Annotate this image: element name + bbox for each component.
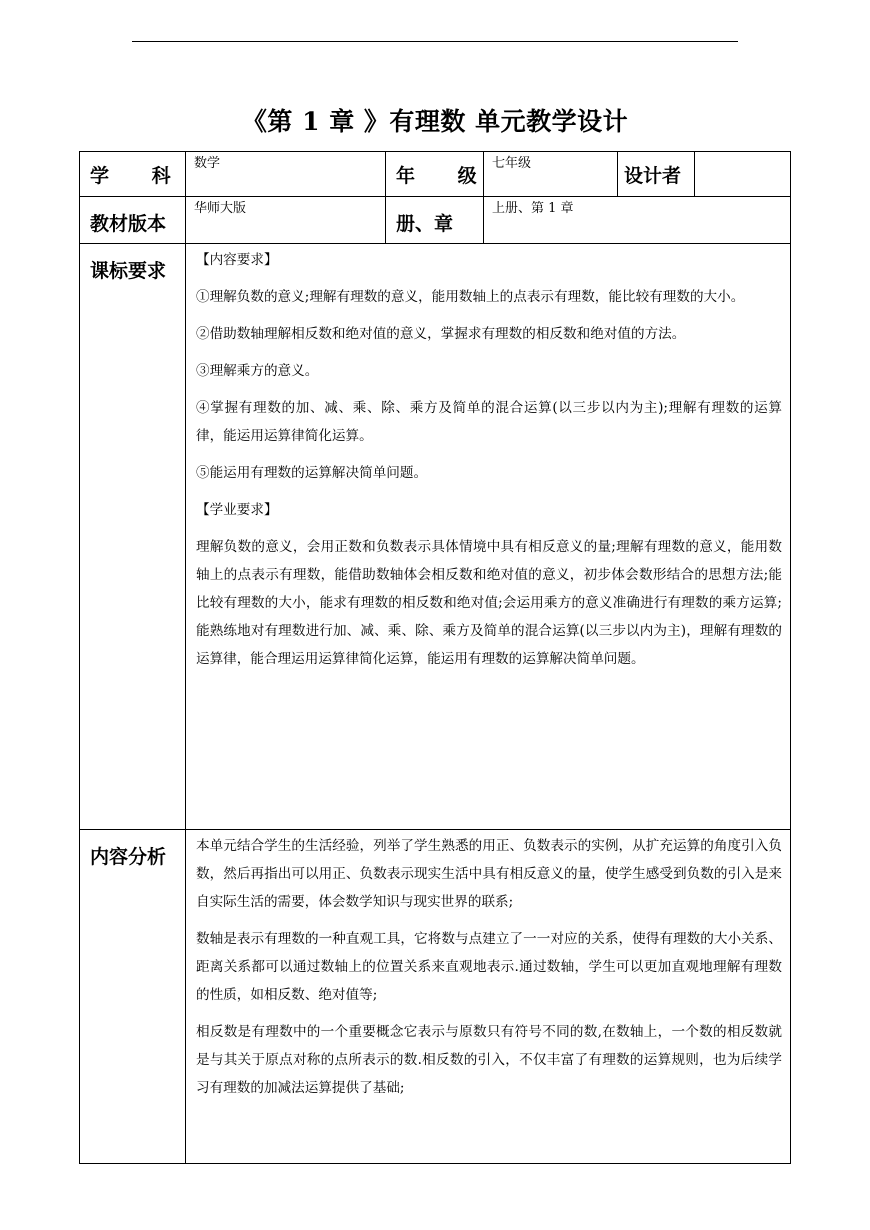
subject-value: 数学 [186, 152, 386, 197]
lesson-plan-table [79, 151, 791, 1164]
requirement-item-3: ③理解乘方的意义。 [196, 363, 319, 379]
curriculum-requirements-content [186, 244, 791, 830]
requirement-item-4: ④掌握有理数的加、减、乘、除、乘方及简单的混合运算(以三步以内为主);理解有理数的运算律，能运用运算律简化运算。 [196, 400, 782, 444]
requirement-item-5: ⑤能运用有理数的运算解决简单问题。 [196, 465, 428, 481]
header-rule [132, 41, 738, 42]
designer-label: 设计者 [618, 152, 695, 197]
edition-label: 教材版本 [80, 197, 186, 244]
requirement-item-2: ②借助数轴理解相反数和绝对值的意义，掌握求有理数的相反数和绝对值的方法。 [196, 326, 686, 342]
analysis-paragraph-1: 本单元结合学生的生活经验，列举了学生熟悉的用正、负数表示的实例，从扩充运算的角度引入负数，然后再指出可以用正、负数表示现实生活中具有相反意义的量，使学生感受到负数的引入是来自实际生活的需要，体会数学知识与现实世界的联系; [196, 838, 782, 910]
volume-value: 上册、第 1 章 [484, 197, 791, 244]
content-analysis-label: 内容分析 [80, 830, 186, 1164]
subject-label: 学 科 [80, 152, 186, 197]
edition-value: 华师大版 [186, 197, 386, 244]
grade-label: 年 级 [386, 152, 484, 197]
designer-value [695, 152, 791, 197]
requirement-item-1: ①理解负数的意义;理解有理数的意义，能用数轴上的点表示有理数，能比较有理数的大小。 [196, 289, 745, 305]
analysis-paragraph-3: 相反数是有理数中的一个重要概念它表示与原数只有符号不同的数,在数轴上，一个数的相反数就是与其关于原点对称的点所表示的数.相反数的引入，不仅丰富了有理数的运算规则，也为后续学习有理数的加减法运算提供了基础; [196, 1024, 782, 1096]
content-requirements-heading: 【内容要求】 [196, 252, 278, 268]
analysis-paragraph-2: 数轴是表示有理数的一种直观工具，它将数与点建立了一一对应的关系，使得有理数的大小关系、距离关系都可以通过数轴上的位置关系来直观地表示.通过数轴，学生可以更加直观地理解有理数的性质，如相反数、绝对值等; [196, 931, 782, 1003]
row-subject [80, 152, 791, 197]
row-edition [80, 197, 791, 244]
academic-requirements-heading: 【学业要求】 [196, 502, 278, 518]
academic-requirements-text: 理解负数的意义，会用正数和负数表示具体情境中具有相反意义的量;理解有理数的意义，能用数轴上的点表示有理数，能借助数轴体会相反数和绝对值的意义，初步体会数形结合的思想方法;能比较有理数的大小，能求有理数的相反数和绝对值;会运用乘方的意义准确进行有理数的乘方运算;能熟练地对有理数进行加、减、乘、除、乘方及简单的混合运算(以三步以内为主)，理解有理数的运算律，能合理运用运算律简化运算，能运用有理数的运算解决简单问题。 [196, 539, 782, 667]
document-title: 《第 1 章 》有理数 单元教学设计 [241, 107, 629, 136]
content-analysis-content [186, 830, 791, 1164]
grade-value: 七年级 [484, 152, 618, 197]
volume-label: 册、章 [386, 197, 484, 244]
row-curriculum-requirements [80, 244, 791, 830]
curriculum-requirements-label: 课标要求 [80, 244, 186, 830]
row-content-analysis [80, 830, 791, 1164]
